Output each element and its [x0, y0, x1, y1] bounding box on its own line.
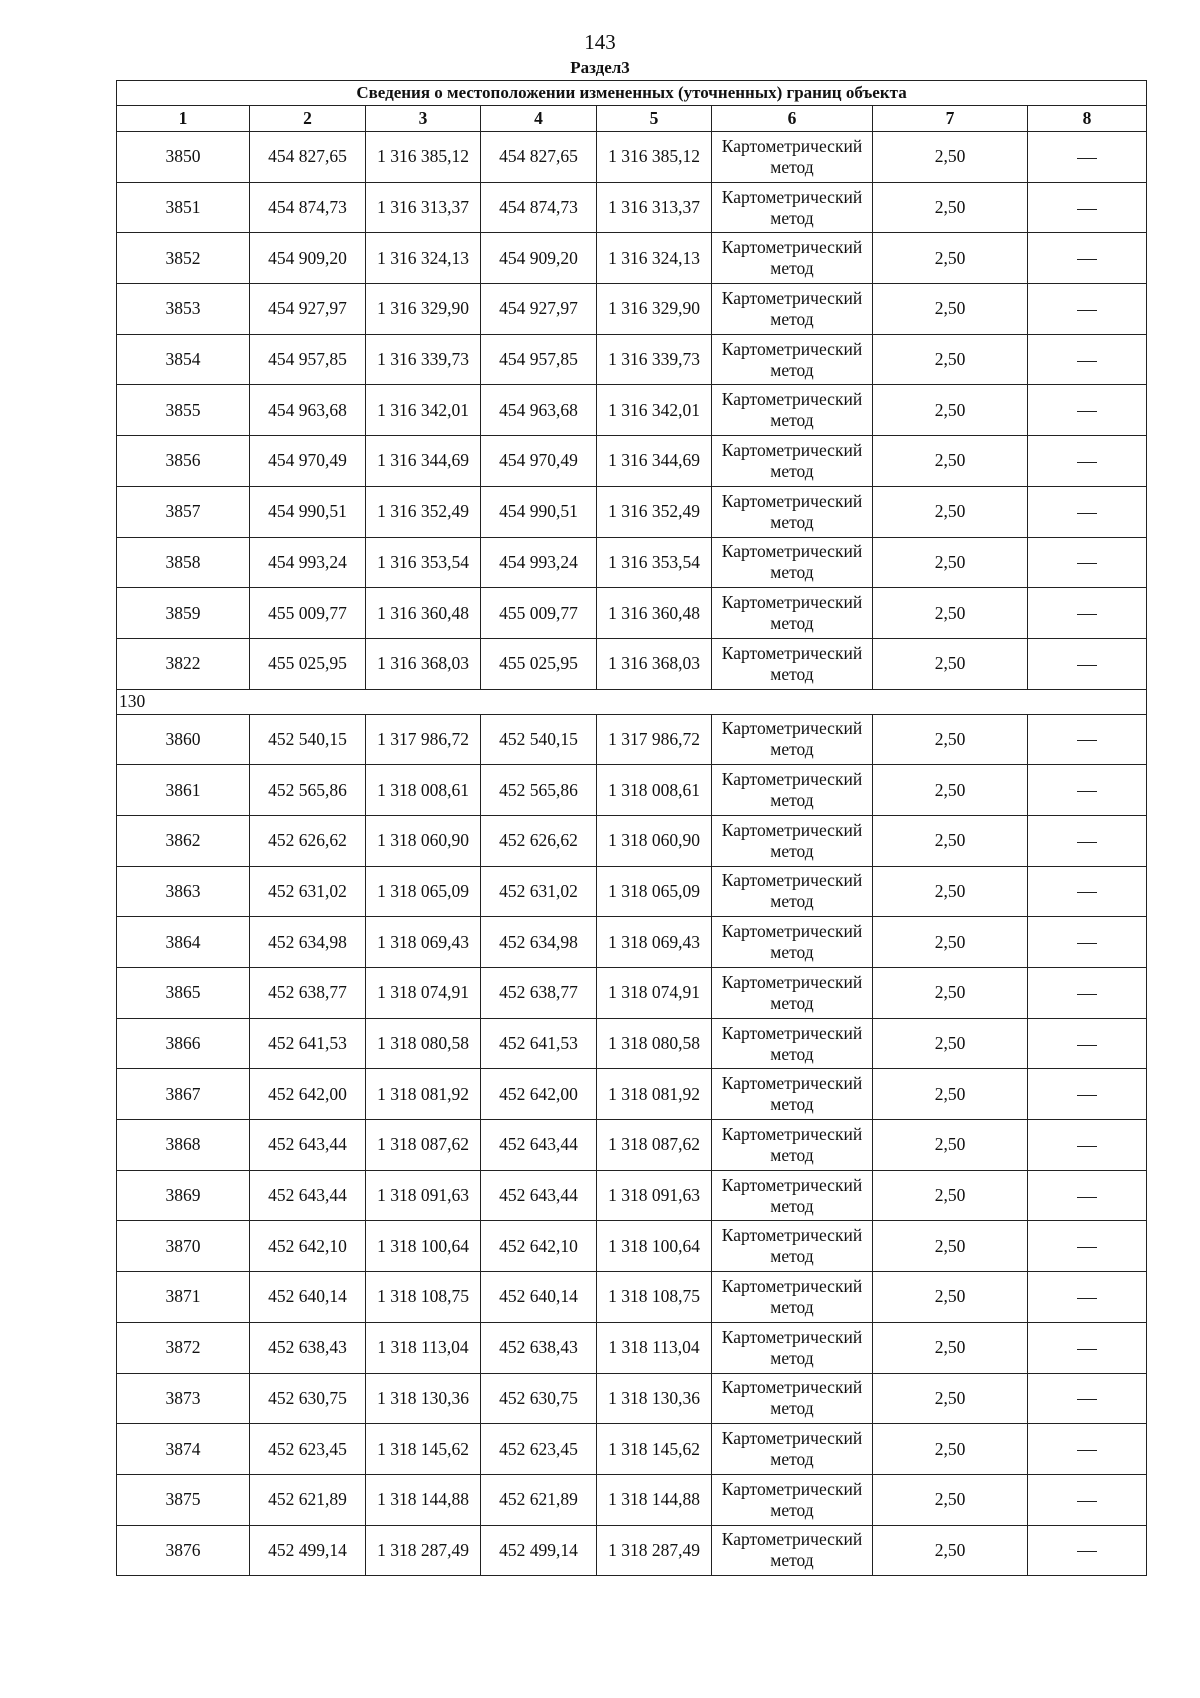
dash-mark — [1077, 1197, 1097, 1198]
point-number-cell: 3862 — [117, 815, 250, 866]
x-coord-new-cell: 454 909,20 — [481, 233, 597, 284]
y-coord-cell: 1 318 008,61 — [366, 765, 481, 816]
dash-mark — [1077, 842, 1097, 843]
table-caption: Сведения о местоположении измененных (уточненных) границ объекта — [117, 81, 1147, 106]
x-coord-new-cell: 452 630,75 — [481, 1373, 597, 1424]
table-row — [117, 968, 1147, 1019]
accuracy-cell: 2,50 — [873, 233, 1028, 284]
x-coord-cell: 452 641,53 — [250, 1018, 366, 1069]
empty-value-cell — [1028, 1170, 1147, 1221]
method-cell: Картометрический метод — [712, 1120, 873, 1171]
table-row — [117, 132, 1147, 183]
method-cell: Картометрический метод — [712, 1069, 873, 1120]
dash-mark — [1077, 158, 1097, 159]
accuracy-cell: 2,50 — [873, 385, 1028, 436]
point-number-cell: 3850 — [117, 132, 250, 183]
method-cell: Картометрический метод — [712, 1272, 873, 1323]
y-coord-new-cell: 1 318 065,09 — [597, 866, 712, 917]
x-coord-new-cell: 454 827,65 — [481, 132, 597, 183]
method-cell: Картометрический метод — [712, 537, 873, 588]
empty-value-cell — [1028, 182, 1147, 233]
accuracy-cell: 2,50 — [873, 815, 1028, 866]
y-coord-cell: 1 316 324,13 — [366, 233, 481, 284]
x-coord-cell: 452 640,14 — [250, 1272, 366, 1323]
method-cell: Картометрический метод — [712, 334, 873, 385]
accuracy-cell: 2,50 — [873, 1424, 1028, 1475]
accuracy-cell: 2,50 — [873, 1170, 1028, 1221]
empty-value-cell — [1028, 1069, 1147, 1120]
y-coord-cell: 1 318 081,92 — [366, 1069, 481, 1120]
empty-value-cell — [1028, 588, 1147, 639]
y-coord-new-cell: 1 318 081,92 — [597, 1069, 712, 1120]
dash-mark — [1077, 1045, 1097, 1046]
table-row — [117, 1272, 1147, 1323]
accuracy-cell: 2,50 — [873, 638, 1028, 689]
accuracy-cell: 2,50 — [873, 968, 1028, 1019]
y-coord-new-cell: 1 318 144,88 — [597, 1474, 712, 1525]
accuracy-cell: 2,50 — [873, 1373, 1028, 1424]
x-coord-new-cell: 452 634,98 — [481, 917, 597, 968]
accuracy-cell: 2,50 — [873, 588, 1028, 639]
empty-value-cell — [1028, 436, 1147, 487]
method-cell: Картометрический метод — [712, 486, 873, 537]
y-coord-cell: 1 318 100,64 — [366, 1221, 481, 1272]
y-coord-new-cell: 1 318 080,58 — [597, 1018, 712, 1069]
y-coord-new-cell: 1 318 108,75 — [597, 1272, 712, 1323]
x-coord-cell: 452 630,75 — [250, 1373, 366, 1424]
y-coord-new-cell: 1 316 385,12 — [597, 132, 712, 183]
accuracy-cell: 2,50 — [873, 1322, 1028, 1373]
dash-mark — [1077, 1298, 1097, 1299]
x-coord-new-cell: 452 642,10 — [481, 1221, 597, 1272]
accuracy-cell: 2,50 — [873, 334, 1028, 385]
point-number-cell: 3854 — [117, 334, 250, 385]
x-coord-new-cell: 454 990,51 — [481, 486, 597, 537]
point-number-cell: 3856 — [117, 436, 250, 487]
y-coord-new-cell: 1 316 352,49 — [597, 486, 712, 537]
table-row — [117, 1424, 1147, 1475]
y-coord-new-cell: 1 316 360,48 — [597, 588, 712, 639]
empty-value-cell — [1028, 1120, 1147, 1171]
dash-mark — [1077, 209, 1097, 210]
empty-value-cell — [1028, 1272, 1147, 1323]
y-coord-cell: 1 316 329,90 — [366, 284, 481, 335]
empty-value-cell — [1028, 486, 1147, 537]
accuracy-cell: 2,50 — [873, 284, 1028, 335]
x-coord-cell: 455 009,77 — [250, 588, 366, 639]
accuracy-cell: 2,50 — [873, 1018, 1028, 1069]
dash-mark — [1077, 665, 1097, 666]
x-coord-new-cell: 455 025,95 — [481, 638, 597, 689]
x-coord-cell: 452 499,14 — [250, 1525, 366, 1576]
method-cell: Картометрический метод — [712, 1424, 873, 1475]
point-number-cell: 3859 — [117, 588, 250, 639]
method-cell: Картометрический метод — [712, 284, 873, 335]
x-coord-cell: 454 927,97 — [250, 284, 366, 335]
y-coord-cell: 1 318 080,58 — [366, 1018, 481, 1069]
empty-value-cell — [1028, 714, 1147, 765]
x-coord-new-cell: 455 009,77 — [481, 588, 597, 639]
point-number-cell: 3822 — [117, 638, 250, 689]
dash-mark — [1077, 1095, 1097, 1096]
point-number-cell: 3867 — [117, 1069, 250, 1120]
method-cell: Картометрический метод — [712, 436, 873, 487]
x-coord-new-cell: 454 993,24 — [481, 537, 597, 588]
accuracy-cell: 2,50 — [873, 765, 1028, 816]
x-coord-new-cell: 452 643,44 — [481, 1120, 597, 1171]
y-coord-new-cell: 1 316 353,54 — [597, 537, 712, 588]
accuracy-cell: 2,50 — [873, 1525, 1028, 1576]
y-coord-cell: 1 316 339,73 — [366, 334, 481, 385]
y-coord-new-cell: 1 316 344,69 — [597, 436, 712, 487]
y-coord-new-cell: 1 318 130,36 — [597, 1373, 712, 1424]
section-title: Раздел3 — [570, 58, 630, 77]
dash-mark — [1077, 1146, 1097, 1147]
method-cell: Картометрический метод — [712, 588, 873, 639]
group-label: 130 — [117, 689, 1147, 714]
y-coord-cell: 1 318 087,62 — [366, 1120, 481, 1171]
dash-mark — [1077, 310, 1097, 311]
column-number-3: 3 — [366, 106, 481, 132]
dash-mark — [1077, 791, 1097, 792]
x-coord-new-cell: 454 970,49 — [481, 436, 597, 487]
empty-value-cell — [1028, 1373, 1147, 1424]
method-cell: Картометрический метод — [712, 917, 873, 968]
x-coord-new-cell: 452 631,02 — [481, 866, 597, 917]
point-number-cell: 3855 — [117, 385, 250, 436]
y-coord-new-cell: 1 318 069,43 — [597, 917, 712, 968]
boundary-coordinates-table — [116, 80, 1147, 1576]
y-coord-cell: 1 316 344,69 — [366, 436, 481, 487]
x-coord-new-cell: 452 638,77 — [481, 968, 597, 1019]
x-coord-new-cell: 454 957,85 — [481, 334, 597, 385]
point-number-cell: 3858 — [117, 537, 250, 588]
accuracy-cell: 2,50 — [873, 436, 1028, 487]
point-number-cell: 3872 — [117, 1322, 250, 1373]
table-row — [117, 1525, 1147, 1576]
accuracy-cell: 2,50 — [873, 537, 1028, 588]
empty-value-cell — [1028, 1018, 1147, 1069]
y-coord-cell: 1 318 091,63 — [366, 1170, 481, 1221]
x-coord-new-cell: 454 963,68 — [481, 385, 597, 436]
y-coord-new-cell: 1 318 113,04 — [597, 1322, 712, 1373]
x-coord-cell: 452 631,02 — [250, 866, 366, 917]
table-row — [117, 1120, 1147, 1171]
table-row — [117, 1221, 1147, 1272]
x-coord-new-cell: 454 874,73 — [481, 182, 597, 233]
x-coord-cell: 452 643,44 — [250, 1120, 366, 1171]
dash-mark — [1077, 1399, 1097, 1400]
point-number-cell: 3874 — [117, 1424, 250, 1475]
accuracy-cell: 2,50 — [873, 1474, 1028, 1525]
x-coord-cell: 452 643,44 — [250, 1170, 366, 1221]
x-coord-new-cell: 452 540,15 — [481, 714, 597, 765]
empty-value-cell — [1028, 132, 1147, 183]
dash-mark — [1077, 614, 1097, 615]
empty-value-cell — [1028, 334, 1147, 385]
empty-value-cell — [1028, 1474, 1147, 1525]
method-cell: Картометрический метод — [712, 714, 873, 765]
table-row — [117, 1018, 1147, 1069]
empty-value-cell — [1028, 638, 1147, 689]
dash-mark — [1077, 259, 1097, 260]
method-cell: Картометрический метод — [712, 968, 873, 1019]
column-number-5: 5 — [597, 106, 712, 132]
y-coord-new-cell: 1 318 145,62 — [597, 1424, 712, 1475]
point-number-cell: 3863 — [117, 866, 250, 917]
x-coord-new-cell: 452 565,86 — [481, 765, 597, 816]
empty-value-cell — [1028, 284, 1147, 335]
dash-mark — [1077, 892, 1097, 893]
method-cell: Картометрический метод — [712, 1373, 873, 1424]
table-row — [117, 1069, 1147, 1120]
table-row — [117, 1170, 1147, 1221]
point-number-cell: 3875 — [117, 1474, 250, 1525]
x-coord-cell: 452 642,10 — [250, 1221, 366, 1272]
x-coord-new-cell: 452 499,14 — [481, 1525, 597, 1576]
dash-mark — [1077, 1551, 1097, 1552]
y-coord-new-cell: 1 318 008,61 — [597, 765, 712, 816]
y-coord-cell: 1 318 144,88 — [366, 1474, 481, 1525]
accuracy-cell: 2,50 — [873, 714, 1028, 765]
point-number-cell: 3852 — [117, 233, 250, 284]
dash-mark — [1077, 943, 1097, 944]
x-coord-cell: 452 642,00 — [250, 1069, 366, 1120]
x-coord-cell: 455 025,95 — [250, 638, 366, 689]
table-row — [117, 638, 1147, 689]
method-cell: Картометрический метод — [712, 1170, 873, 1221]
table-body — [117, 132, 1147, 1576]
accuracy-cell: 2,50 — [873, 182, 1028, 233]
y-coord-new-cell: 1 318 074,91 — [597, 968, 712, 1019]
y-coord-new-cell: 1 316 324,13 — [597, 233, 712, 284]
point-number-cell: 3851 — [117, 182, 250, 233]
y-coord-new-cell: 1 318 060,90 — [597, 815, 712, 866]
x-coord-new-cell: 452 623,45 — [481, 1424, 597, 1475]
y-coord-new-cell: 1 318 087,62 — [597, 1120, 712, 1171]
x-coord-cell: 454 957,85 — [250, 334, 366, 385]
accuracy-cell: 2,50 — [873, 1069, 1028, 1120]
point-number-cell: 3869 — [117, 1170, 250, 1221]
accuracy-cell: 2,50 — [873, 917, 1028, 968]
y-coord-cell: 1 317 986,72 — [366, 714, 481, 765]
accuracy-cell: 2,50 — [873, 132, 1028, 183]
method-cell: Картометрический метод — [712, 1221, 873, 1272]
method-cell: Картометрический метод — [712, 233, 873, 284]
accuracy-cell: 2,50 — [873, 1120, 1028, 1171]
table-row — [117, 1322, 1147, 1373]
x-coord-cell: 452 565,86 — [250, 765, 366, 816]
dash-mark — [1077, 513, 1097, 514]
y-coord-cell: 1 318 069,43 — [366, 917, 481, 968]
y-coord-cell: 1 316 360,48 — [366, 588, 481, 639]
dash-mark — [1077, 994, 1097, 995]
empty-value-cell — [1028, 866, 1147, 917]
x-coord-cell: 454 909,20 — [250, 233, 366, 284]
empty-value-cell — [1028, 968, 1147, 1019]
point-number-cell: 3865 — [117, 968, 250, 1019]
x-coord-cell: 452 634,98 — [250, 917, 366, 968]
empty-value-cell — [1028, 537, 1147, 588]
dash-mark — [1077, 740, 1097, 741]
dash-mark — [1077, 563, 1097, 564]
point-number-cell: 3866 — [117, 1018, 250, 1069]
x-coord-cell: 452 638,77 — [250, 968, 366, 1019]
y-coord-new-cell: 1 316 313,37 — [597, 182, 712, 233]
method-cell: Картометрический метод — [712, 815, 873, 866]
empty-value-cell — [1028, 1221, 1147, 1272]
y-coord-new-cell: 1 318 287,49 — [597, 1525, 712, 1576]
x-coord-cell: 452 621,89 — [250, 1474, 366, 1525]
point-number-cell: 3861 — [117, 765, 250, 816]
table-row — [117, 486, 1147, 537]
table-row — [117, 537, 1147, 588]
dash-mark — [1077, 1349, 1097, 1350]
column-number-7: 7 — [873, 106, 1028, 132]
point-number-cell: 3860 — [117, 714, 250, 765]
dash-mark — [1077, 361, 1097, 362]
method-cell: Картометрический метод — [712, 182, 873, 233]
column-number-8: 8 — [1028, 106, 1147, 132]
dash-mark — [1077, 411, 1097, 412]
empty-value-cell — [1028, 233, 1147, 284]
x-coord-cell: 452 540,15 — [250, 714, 366, 765]
y-coord-cell: 1 318 287,49 — [366, 1525, 481, 1576]
y-coord-new-cell: 1 316 329,90 — [597, 284, 712, 335]
table-row — [117, 1373, 1147, 1424]
y-coord-cell: 1 318 113,04 — [366, 1322, 481, 1373]
x-coord-new-cell: 452 641,53 — [481, 1018, 597, 1069]
accuracy-cell: 2,50 — [873, 1221, 1028, 1272]
x-coord-cell: 454 963,68 — [250, 385, 366, 436]
table-row — [117, 1474, 1147, 1525]
y-coord-cell: 1 316 385,12 — [366, 132, 481, 183]
point-number-cell: 3870 — [117, 1221, 250, 1272]
x-coord-new-cell: 452 642,00 — [481, 1069, 597, 1120]
y-coord-new-cell: 1 317 986,72 — [597, 714, 712, 765]
x-coord-cell: 452 638,43 — [250, 1322, 366, 1373]
x-coord-new-cell: 452 626,62 — [481, 815, 597, 866]
y-coord-cell: 1 318 060,90 — [366, 815, 481, 866]
column-number-1: 1 — [117, 106, 250, 132]
method-cell: Картометрический метод — [712, 638, 873, 689]
x-coord-new-cell: 452 640,14 — [481, 1272, 597, 1323]
empty-value-cell — [1028, 1322, 1147, 1373]
column-number-4: 4 — [481, 106, 597, 132]
method-cell: Картометрический метод — [712, 866, 873, 917]
column-number-6: 6 — [712, 106, 873, 132]
table-row — [117, 815, 1147, 866]
column-number-2: 2 — [250, 106, 366, 132]
x-coord-cell: 454 990,51 — [250, 486, 366, 537]
y-coord-new-cell: 1 318 091,63 — [597, 1170, 712, 1221]
table-row — [117, 182, 1147, 233]
x-coord-cell: 454 970,49 — [250, 436, 366, 487]
method-cell: Картометрический метод — [712, 1322, 873, 1373]
page-number: 143 — [584, 30, 616, 54]
table-row — [117, 233, 1147, 284]
y-coord-cell: 1 318 145,62 — [366, 1424, 481, 1475]
table-row — [117, 917, 1147, 968]
group-row — [117, 689, 1147, 714]
table-row — [117, 436, 1147, 487]
point-number-cell: 3857 — [117, 486, 250, 537]
empty-value-cell — [1028, 385, 1147, 436]
y-coord-cell: 1 316 313,37 — [366, 182, 481, 233]
point-number-cell: 3873 — [117, 1373, 250, 1424]
y-coord-cell: 1 316 368,03 — [366, 638, 481, 689]
table-row — [117, 385, 1147, 436]
accuracy-cell: 2,50 — [873, 1272, 1028, 1323]
table-row — [117, 284, 1147, 335]
empty-value-cell — [1028, 815, 1147, 866]
method-cell: Картометрический метод — [712, 1018, 873, 1069]
y-coord-cell: 1 318 065,09 — [366, 866, 481, 917]
method-cell: Картометрический метод — [712, 765, 873, 816]
table-row — [117, 765, 1147, 816]
point-number-cell: 3853 — [117, 284, 250, 335]
x-coord-cell: 454 993,24 — [250, 537, 366, 588]
accuracy-cell: 2,50 — [873, 866, 1028, 917]
y-coord-cell: 1 318 130,36 — [366, 1373, 481, 1424]
point-number-cell: 3868 — [117, 1120, 250, 1171]
table-row — [117, 714, 1147, 765]
y-coord-cell: 1 316 352,49 — [366, 486, 481, 537]
dash-mark — [1077, 462, 1097, 463]
y-coord-new-cell: 1 316 368,03 — [597, 638, 712, 689]
empty-value-cell — [1028, 765, 1147, 816]
method-cell: Картометрический метод — [712, 1525, 873, 1576]
y-coord-new-cell: 1 316 342,01 — [597, 385, 712, 436]
x-coord-cell: 452 623,45 — [250, 1424, 366, 1475]
y-coord-cell: 1 316 342,01 — [366, 385, 481, 436]
x-coord-new-cell: 452 638,43 — [481, 1322, 597, 1373]
accuracy-cell: 2,50 — [873, 486, 1028, 537]
dash-mark — [1077, 1247, 1097, 1248]
point-number-cell: 3876 — [117, 1525, 250, 1576]
table-row — [117, 334, 1147, 385]
x-coord-cell: 454 827,65 — [250, 132, 366, 183]
x-coord-new-cell: 454 927,97 — [481, 284, 597, 335]
x-coord-new-cell: 452 643,44 — [481, 1170, 597, 1221]
x-coord-cell: 454 874,73 — [250, 182, 366, 233]
dash-mark — [1077, 1501, 1097, 1502]
y-coord-cell: 1 318 074,91 — [366, 968, 481, 1019]
column-number-row — [117, 106, 1147, 132]
x-coord-new-cell: 452 621,89 — [481, 1474, 597, 1525]
empty-value-cell — [1028, 1424, 1147, 1475]
method-cell: Картометрический метод — [712, 1474, 873, 1525]
y-coord-cell: 1 316 353,54 — [366, 537, 481, 588]
method-cell: Картометрический метод — [712, 385, 873, 436]
y-coord-new-cell: 1 318 100,64 — [597, 1221, 712, 1272]
table-row — [117, 588, 1147, 639]
y-coord-new-cell: 1 316 339,73 — [597, 334, 712, 385]
point-number-cell: 3871 — [117, 1272, 250, 1323]
method-cell: Картометрический метод — [712, 132, 873, 183]
empty-value-cell — [1028, 1525, 1147, 1576]
x-coord-cell: 452 626,62 — [250, 815, 366, 866]
y-coord-cell: 1 318 108,75 — [366, 1272, 481, 1323]
table-row — [117, 866, 1147, 917]
empty-value-cell — [1028, 917, 1147, 968]
dash-mark — [1077, 1450, 1097, 1451]
point-number-cell: 3864 — [117, 917, 250, 968]
